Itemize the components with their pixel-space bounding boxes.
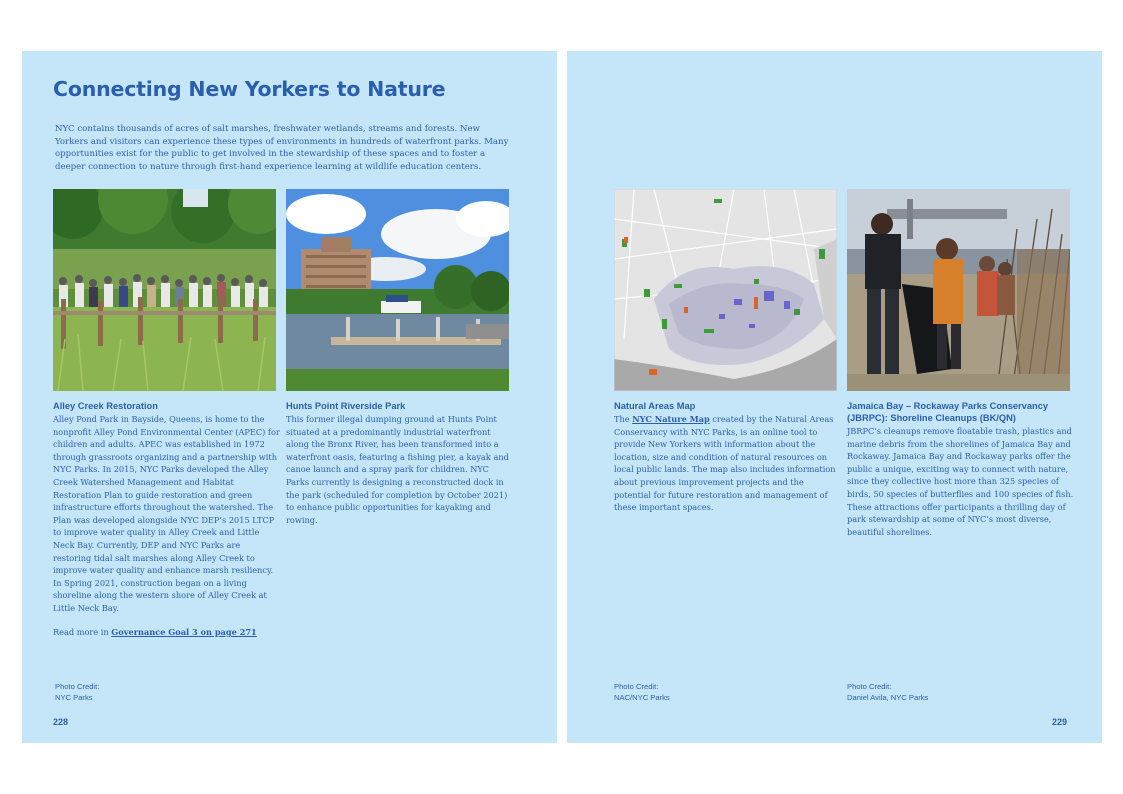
photo-credit-label: Photo Credit: (55, 682, 100, 691)
natural-areas-map-heading: Natural Areas Map (614, 401, 696, 411)
page-title: Connecting New Yorkers to Nature (53, 77, 446, 101)
page-228 (22, 51, 557, 743)
governance-goal-link[interactable]: Governance Goal 3 on page 271 (111, 627, 257, 637)
read-more-prefix: Read more in (53, 627, 112, 637)
read-more-line (53, 627, 257, 637)
natural-areas-map-image (614, 189, 837, 391)
cleanup-credit-label: Photo Credit: (847, 682, 892, 691)
page-number: 228 (53, 717, 69, 727)
map-credit-label: Photo Credit: (614, 682, 659, 691)
cleanup-credit-name: Daniel Avila, NYC Parks (847, 692, 929, 702)
photo-credit-name: NYC Parks (55, 692, 93, 702)
natural-areas-map-body (614, 413, 842, 514)
cleanup-photo-credit (847, 682, 928, 703)
hunts-point-heading: Hunts Point Riverside Park (286, 401, 406, 411)
photo-credit (55, 682, 99, 703)
hunts-point-body: This former illegal dumping ground at Hunts Point situated at a predominantly industrial waterfront along the Bronx River, has been transformed into a waterfront oasis, featuring a fishing pier, a kayak and canoe launch and a spray park for children. NYC Parks currently is designing a reconstructed dock in the park (scheduled for completion by October 2021) to enhance public opportunities for kayaking and rowing. (286, 414, 509, 525)
jbrpc-heading: Jamaica Bay – Rockaway Parks Conservancy (JBRPC): Shoreline Cleanups (BK/QN) (847, 401, 1049, 423)
intro-paragraph: NYC contains thousands of acres of salt marshes, freshwater wetlands, streams and forests. New Yorkers and visitors can experience these types of environments in hundreds of waterfront parks. Many opportunities exist for the public to get involved in the stewardship of these spaces and to foster a deeper connection to nature through first-hand experience learning at wildlife education centers. (55, 124, 509, 172)
alley-creek-heading: Alley Creek Restoration (53, 401, 158, 411)
nyc-nature-map-link[interactable]: NYC Nature Map (632, 414, 710, 424)
nature-map-prefix: The (614, 414, 633, 424)
alley-creek-photo (53, 189, 276, 391)
map-photo-credit (614, 682, 670, 703)
map-credit-name: NAC/NYC Parks (614, 692, 670, 702)
shoreline-cleanup-photo (847, 189, 1070, 391)
page-number: 229 (1052, 717, 1068, 727)
hunts-point-photo (286, 189, 509, 391)
jbrpc-body: JBRPC’s cleanups remove floatable trash, plastics and marine debris from the shorelines of Jamaica Bay and Rockaway. Jamaica Bay and Rockaway parks offer the public a unique, exciting way to connect with nature, since they collective host more than 325 species of birds, 50 species of butterflies and 100 species of fish. These attractions offer participants a thrilling day of park stewardship at some of NYC’s most diverse, beautiful shorelines. (847, 426, 1074, 537)
alley-creek-body: Alley Pond Park in Bayside, Queens, is home to the nonprofit Alley Pond Environmental Center (APEC) for children and adults. APEC was established in 1972 through grassroots organizing and a partnership with NYC Parks. In 2015, NYC Parks developed the Alley Creek Watershed Management and Habitat Restoration Plan to guide restoration and green infrastructure efforts throughout the watershed. The Plan was developed alongside NYC DEP’s 2015 LTCP to improve water quality in Alley Creek and Little Neck Bay. Currently, DEP and NYC Parks are restoring tidal salt marshes along Alley Creek to improve water quality and enhance marsh resiliency. In Spring 2021, construction began on a living shoreline along the western shore of Alley Creek at Little Neck Bay. (53, 414, 280, 613)
page-229 (567, 51, 1102, 743)
nature-map-body-rest: created by the Natural Areas Conservancy with NYC Parks, is an online tool to provide New Yorkers with information about the location, size and condition of natural resources on local public lands. The map also includes information about previous improvement projects and the potential for future restoration and management of these important spaces. (614, 414, 836, 513)
